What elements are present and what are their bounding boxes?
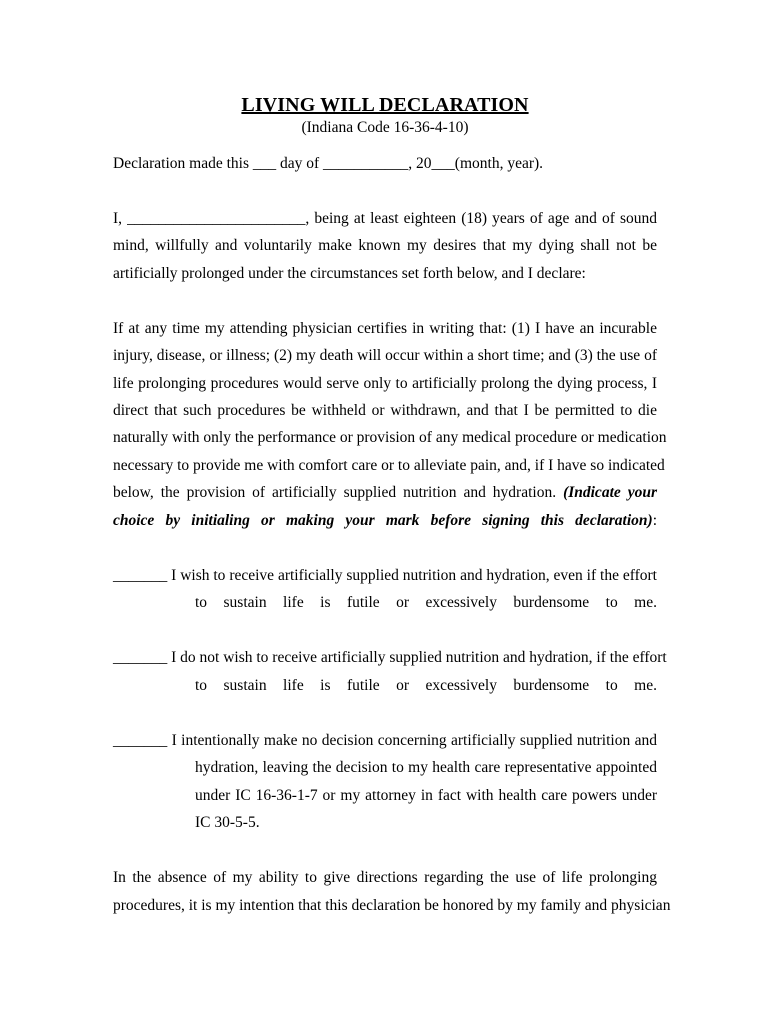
condition-line-4: direct that such procedures be withheld or withdrawn, and that I be permitted to die xyxy=(113,402,657,419)
option-3-line-1[interactable]: _______ I intentionally make no decision concerning artificially supplied nutrition and xyxy=(113,732,657,749)
condition-line-6: necessary to provide me with comfort care or to alleviate pain, and, if I have so indicated xyxy=(113,457,665,474)
condition-line-1: If at any time my attending physician certifies in writing that: (1) I have an incurable xyxy=(113,320,657,337)
intro-line-2: mind, willfully and voluntarily make known my desires that my dying shall not be xyxy=(113,237,657,254)
page-title: LIVING WILL DECLARATION xyxy=(241,94,529,116)
option-1-line-1[interactable]: _______ I wish to receive artificially supplied nutrition and hydration, even if the effort xyxy=(113,567,657,584)
instruction-text-start: (Indicate your xyxy=(563,484,658,501)
closing-line-1: In the absence of my ability to give directions regarding the use of life prolonging xyxy=(113,869,657,886)
declaration-date-line: Declaration made this ___ day of ___________, 20___(month, year). xyxy=(113,155,544,172)
option-2-line-2: to sustain life is futile or excessively burdensome to me. xyxy=(195,677,657,694)
closing-line-2: procedures, it is my intention that this declaration be honored by my family and physician xyxy=(113,897,671,914)
instruction-text-end: choice by initialing or making your mark before signing this declaration) xyxy=(113,512,653,529)
option-2-line-1[interactable]: _______ I do not wish to receive artificially supplied nutrition and hydration, if the effort xyxy=(113,649,667,666)
option-1-line-2: to sustain life is futile or excessively burdensome to me. xyxy=(195,594,657,611)
condition-line-7 xyxy=(113,483,657,503)
condition-line-2: injury, disease, or illness; (2) my death will occur within a short time; and (3) the use of xyxy=(113,347,657,364)
condition-line-3: life prolonging procedures would serve only to artificially prolong the dying process, I xyxy=(113,375,657,392)
option-3-line-4: IC 30-5-5. xyxy=(195,814,260,831)
instruction-colon: : xyxy=(652,512,657,529)
option-3-line-3: under IC 16-36-1-7 or my attorney in fact with health care powers under xyxy=(195,787,657,804)
condition-line-8 xyxy=(113,511,657,531)
intro-line-3: artificially prolonged under the circumstances set forth below, and I declare: xyxy=(113,265,586,282)
page-subtitle: (Indiana Code 16-36-4-10) xyxy=(301,119,469,136)
option-3-line-2: hydration, leaving the decision to my health care representative appointed xyxy=(195,759,657,776)
condition-line-5: naturally with only the performance or provision of any medical procedure or medication xyxy=(113,429,667,446)
intro-line-1: I, _______________________, being at least eighteen (18) years of age and of sound xyxy=(113,210,657,227)
condition-line-7-text: below, the provision of artificially supplied nutrition and hydration. xyxy=(113,484,564,501)
